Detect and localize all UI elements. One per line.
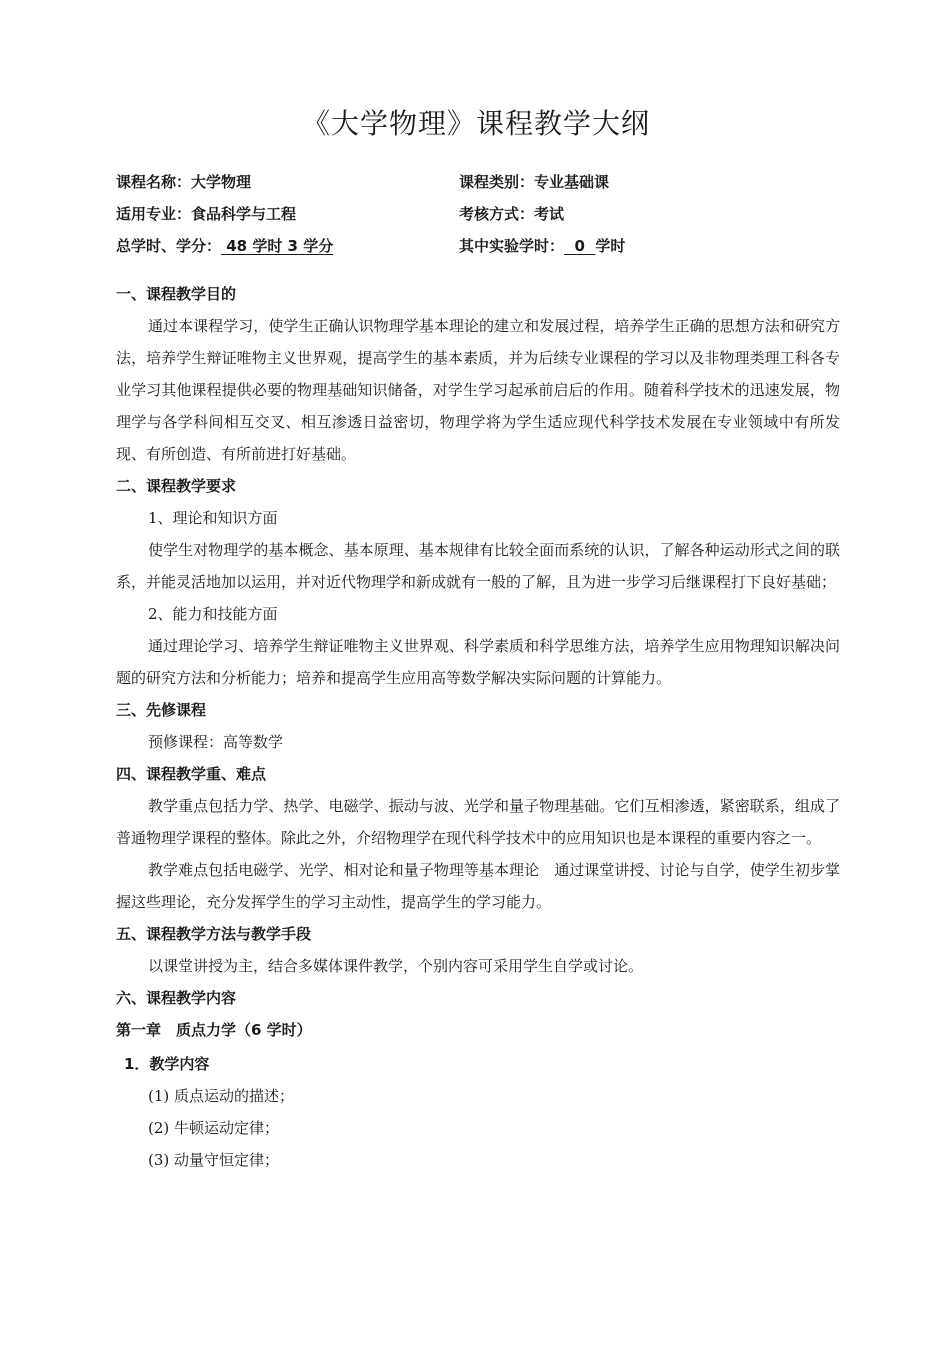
list-item: (1) 质点运动的描述； (148, 1087, 295, 1105)
lab-hours-value: 0 (564, 237, 596, 255)
subheading-theory: 1、理论和知识方面 (148, 509, 278, 527)
paragraph-prerequisites: 预修课程：高等数学 (148, 733, 284, 751)
section-heading-content: 六、课程教学内容 (116, 989, 237, 1007)
course-name: 课程名称：大学物理 (116, 173, 252, 191)
section-heading-prerequisites: 三、先修课程 (116, 701, 207, 719)
paragraph-methods: 以课堂讲授为主，结合多媒体课件教学，个别内容可采用学生自学或讨论。 (148, 957, 644, 975)
paragraph-purpose: 通过本课程学习，使学生正确认识物理学基本理论的建立和发展过程，培养学生正确的思想方法和研究方法，培养学生辩证唯物主义世界观，提高学生的基本素质，并为后续专业课程的学习以及非物理类理工科各专业学习其他课程提供必要的物理基础知识储备，对学生学习起承前启后的作用。随着科学技术的迅速发展，物理学与各学科间相互交叉、相互渗透日益密切，物理学将为学生适应现代科学技术发展在专业领域中有所发现、有所创造、有所前进打好基础。 (116, 317, 840, 463)
lab-hours-unit: 学时 (595, 237, 626, 255)
applicable-major: 适用专业：食品科学与工程 (116, 205, 297, 223)
list-item: (3) 动量守恒定律； (148, 1151, 280, 1169)
paragraph-skills: 通过理论学习、培养学生辩证唯物主义世界观、科学素质和科学思维方法，培养学生应用物理知识解决问题的研究方法和分析能力；培养和提高学生应用高等数学解决实际问题的计算能力。 (116, 637, 840, 687)
section-heading-requirements: 二、课程教学要求 (116, 477, 237, 495)
total-hours-label: 总学时、学分： (116, 237, 222, 255)
paragraph-difficulties: 教学难点包括电磁学、光学、相对论和量子物理等基本理论 通过课堂讲授、讨论与自学，使学生初步掌握这些理论，充分发挥学生的学习主动性，提高学生的学习能力。 (116, 861, 840, 911)
lab-hours (459, 236, 625, 256)
section-heading-methods: 五、课程教学方法与教学手段 (116, 925, 312, 943)
numbered-heading: 1．教学内容 (124, 1055, 210, 1073)
subheading-skills: 2、能力和技能方面 (148, 605, 278, 623)
total-hours-credits (116, 236, 333, 256)
lab-hours-label: 其中实验学时： (459, 237, 565, 255)
chapter-heading: 第一章 质点力学（6 学时） (116, 1021, 312, 1039)
course-type: 课程类别：专业基础课 (459, 173, 610, 191)
document-body (116, 278, 840, 1176)
list-item: (2) 牛顿运动定律； (148, 1119, 280, 1137)
section-heading-key-points: 四、课程教学重、难点 (116, 765, 267, 783)
paragraph-theory: 使学生对物理学的基本概念、基本原理、基本规律有比较全面而系统的认识，了解各种运动形式之间的联系，并能灵活地加以运用，并对近代物理学和新成就有一般的了解，且为进一步学习后继课程打下良好基础； (116, 541, 840, 591)
page-title: 《大学物理》课程教学大纲 (301, 107, 650, 140)
section-heading-purpose: 一、课程教学目的 (116, 285, 237, 303)
total-hours-value: 48 学时 3 学分 (221, 237, 334, 255)
assessment-method: 考核方式：考试 (459, 205, 565, 223)
paragraph-key-points: 教学重点包括力学、热学、电磁学、振动与波、光学和量子物理基础。它们互相渗透，紧密联系，组成了普通物理学课程的整体。除此之外，介绍物理学在现代科学技术中的应用知识也是本课程的重要内容之一。 (116, 797, 840, 847)
